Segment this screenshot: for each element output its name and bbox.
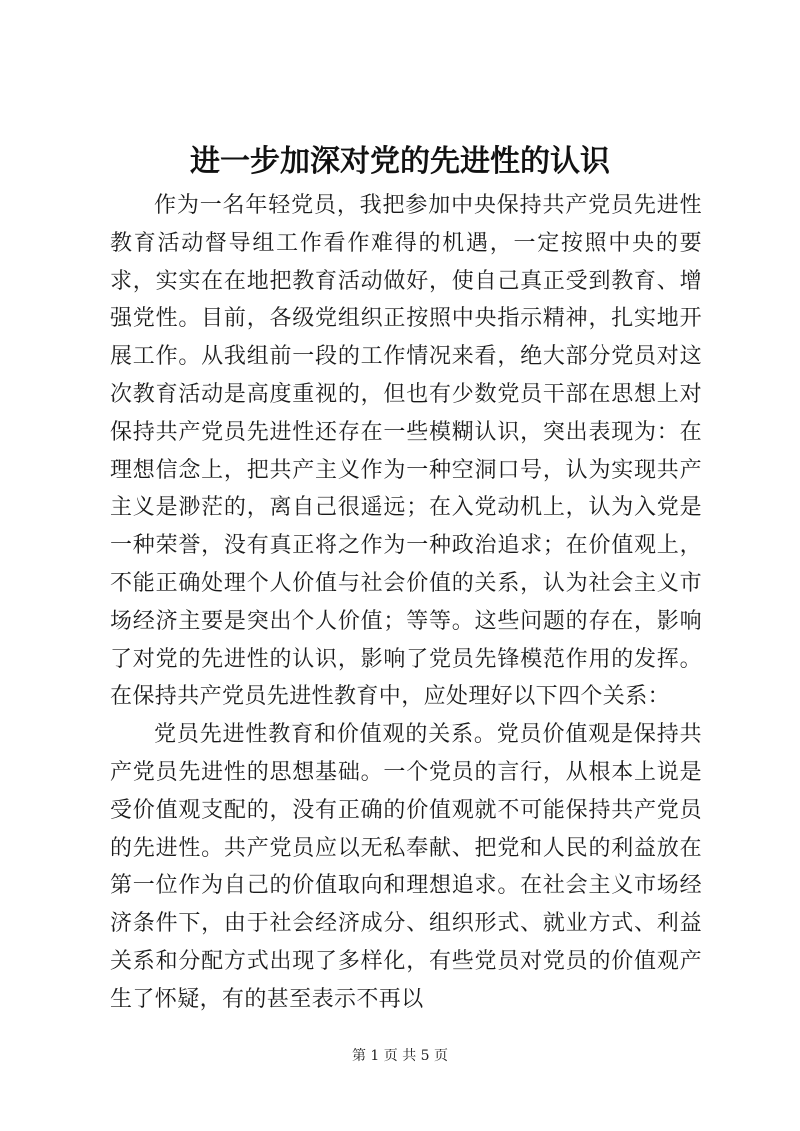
document-body [110,187,702,1019]
document-title: 进一步加深对党的先进性的认识 [190,144,610,179]
page-footer: 第 1 页 共 5 页 [351,1048,449,1064]
paragraph-1: 作为一名年轻党员，我把参加中央保持共产党员先进性教育活动督导组工作看作难得的机遇，一定按照中央的要求，实实在在地把教育活动做好，使自己真正受到教育、增强党性。目前，各级党组织正按照中央指示精神，扎实地开展工作。从我组前一段的工作情况来看，绝大部分党员对这次教育活动是高度重视的，但也有少数党员干部在思想上对保持共产党员先进性还存在一些模糊认识，突出表现为：在理想信念上，把共产主义作为一种空洞口号，认为实现共产主义是渺茫的，离自己很遥远；在入党动机上，认为入党是一种荣誉，没有真正将之作为一种政治追求；在价值观上，不能正确处理个人价值与社会价值的关系，认为社会主义市场经济主要是突出个人价值；等等。这些问题的存在，影响了对党的先进性的认识，影响了党员先锋模范作用的发挥。在保持共产党员先进性教育中，应处理好以下四个关系： [110,193,702,710]
paragraph-2: 党员先进性教育和价值观的关系。党员价值观是保持共产党员先进性的思想基础。一个党员的言行，从根本上说是受价值观支配的，没有正确的价值观就不可能保持共产党员的先进性。共产党员应以无私奉献、把党和人民的利益放在第一位作为自己的价值取向和理想追求。在社会主义市场经济条件下，由于社会经济成分、组织形式、就业方式、利益关系和分配方式出现了多样化，有些党员对党员的价值观产生了怀疑，有的甚至表示不再以 [110,722,702,1012]
